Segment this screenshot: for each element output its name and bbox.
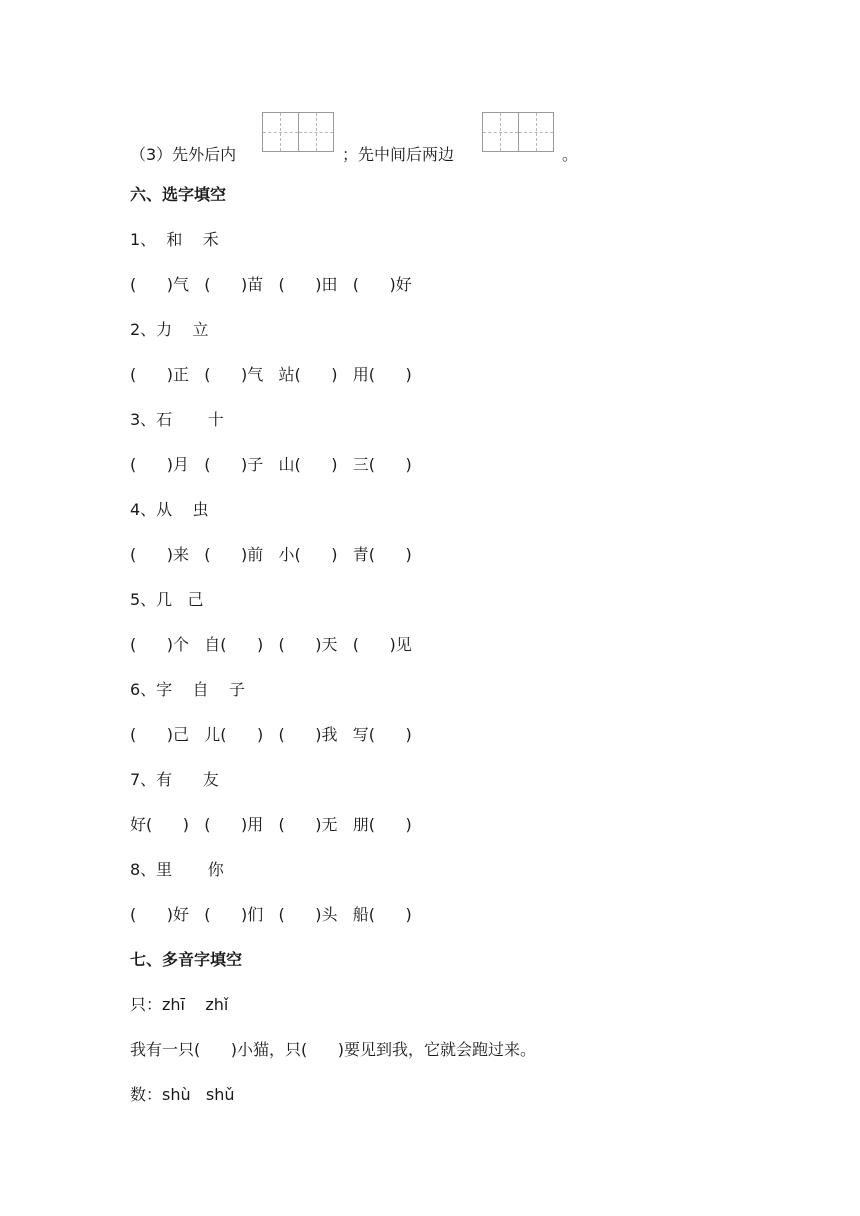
polyphone-zhi-readings: 只：zhī zhǐ	[130, 995, 229, 1014]
polyphone-zhi-sentence[interactable]: 我有一只( )小猫，只( )要见到我，它就会跑过来。	[130, 1040, 537, 1059]
item-5-blanks[interactable]: ( )个 自( ) ( )天 ( )见	[130, 635, 412, 654]
polyphone-shu-readings: 数：shù shǔ	[130, 1085, 235, 1104]
item-1-chars: 1、 和 禾	[130, 230, 219, 249]
item-3-chars: 3、石 十	[130, 410, 224, 429]
item-7-blanks[interactable]: 好( ) ( )用 ( )无 朋( )	[130, 815, 412, 834]
stroke-order-prefix: （3）先外后内	[130, 145, 237, 164]
item-2-chars: 2、力 立	[130, 320, 209, 339]
item-3-blanks[interactable]: ( )月 ( )子 山( ) 三( )	[130, 455, 412, 474]
stroke-order-suffix: 。	[562, 145, 579, 164]
section-title-6: 六、选字填空	[130, 185, 227, 204]
item-8-chars: 8、里 你	[130, 860, 224, 879]
item-6-chars: 6、字 自 子	[130, 680, 245, 699]
writing-grid-1[interactable]	[262, 112, 334, 152]
item-4-chars: 4、从 虫	[130, 500, 209, 519]
item-1-blanks[interactable]: ( )气 ( )苗 ( )田 ( )好	[130, 275, 412, 294]
stroke-order-middle: ；先中间后两边	[342, 145, 455, 164]
item-2-blanks[interactable]: ( )正 ( )气 站( ) 用( )	[130, 365, 412, 384]
item-8-blanks[interactable]: ( )好 ( )们 ( )头 船( )	[130, 905, 412, 924]
item-6-blanks[interactable]: ( )己 儿( ) ( )我 写( )	[130, 725, 412, 744]
item-7-chars: 7、有 友	[130, 770, 219, 789]
item-5-chars: 5、几 己	[130, 590, 204, 609]
section-title-7: 七、多音字填空	[130, 950, 243, 969]
writing-grid-2[interactable]	[482, 112, 554, 152]
item-4-blanks[interactable]: ( )来 ( )前 小( ) 青( )	[130, 545, 412, 564]
